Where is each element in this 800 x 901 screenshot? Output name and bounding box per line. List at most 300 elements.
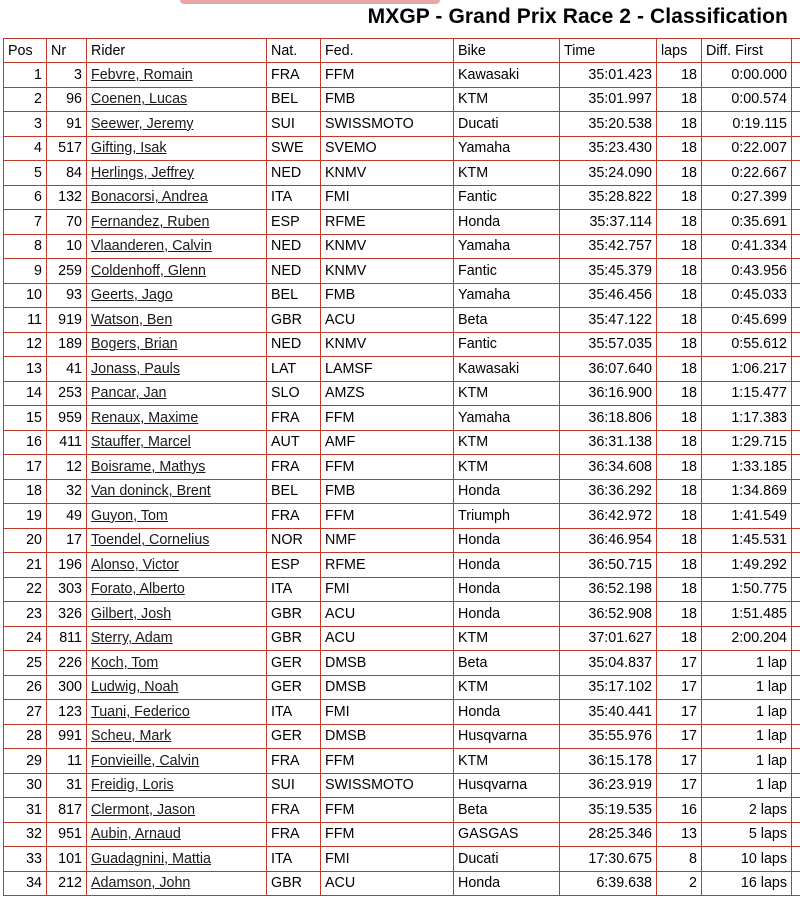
extra-cell <box>792 308 800 333</box>
nr-cell: 959 <box>47 406 87 431</box>
col-header-rider: Rider <box>87 39 267 63</box>
time-cell: 35:55.976 <box>560 724 657 749</box>
bike-cell: Kawasaki <box>454 63 560 88</box>
rider-link[interactable]: Gifting, Isak <box>87 136 267 161</box>
table-row <box>4 234 800 259</box>
laps-cell: 18 <box>657 259 702 284</box>
rider-link[interactable]: Pancar, Jan <box>87 381 267 406</box>
fed-cell: AMZS <box>321 381 454 406</box>
diff-cell: 1:49.292 <box>702 553 792 578</box>
nr-cell: 93 <box>47 283 87 308</box>
nat-cell: AUT <box>267 430 321 455</box>
nr-cell: 411 <box>47 430 87 455</box>
fed-cell: SWISSMOTO <box>321 773 454 798</box>
table-row <box>4 136 800 161</box>
nr-cell: 517 <box>47 136 87 161</box>
nat-cell: ESP <box>267 210 321 235</box>
nat-cell: GBR <box>267 602 321 627</box>
nr-cell: 811 <box>47 626 87 651</box>
pos-cell: 5 <box>4 161 47 186</box>
nat-cell: ITA <box>267 700 321 725</box>
extra-cell <box>792 112 800 137</box>
nat-cell: ITA <box>267 577 321 602</box>
fed-cell: FMI <box>321 700 454 725</box>
table-row <box>4 822 800 847</box>
nat-cell: ESP <box>267 553 321 578</box>
col-header-pos: Pos <box>4 39 47 63</box>
fed-cell: NMF <box>321 528 454 553</box>
time-cell: 36:15.178 <box>560 749 657 774</box>
nr-cell: 49 <box>47 504 87 529</box>
nr-cell: 41 <box>47 357 87 382</box>
nr-cell: 326 <box>47 602 87 627</box>
extra-cell <box>792 773 800 798</box>
nr-cell: 300 <box>47 675 87 700</box>
table-row <box>4 185 800 210</box>
fed-cell: RFME <box>321 210 454 235</box>
pos-cell: 20 <box>4 528 47 553</box>
fed-cell: FFM <box>321 822 454 847</box>
diff-cell: 0:00.574 <box>702 87 792 112</box>
rider-link[interactable]: Scheu, Mark <box>87 724 267 749</box>
diff-cell: 0:19.115 <box>702 112 792 137</box>
bike-cell: KTM <box>454 626 560 651</box>
nr-cell: 70 <box>47 210 87 235</box>
time-cell: 35:23.430 <box>560 136 657 161</box>
rider-link[interactable]: Coldenhoff, Glenn <box>87 259 267 284</box>
table-row <box>4 847 800 872</box>
pos-cell: 28 <box>4 724 47 749</box>
nr-cell: 17 <box>47 528 87 553</box>
red-accent-bar <box>180 0 440 4</box>
page-title: MXGP - Grand Prix Race 2 - Classification <box>367 5 788 28</box>
nat-cell: NED <box>267 332 321 357</box>
table-row <box>4 577 800 602</box>
nat-cell: FRA <box>267 455 321 480</box>
fed-cell: ACU <box>321 308 454 333</box>
pos-cell: 16 <box>4 430 47 455</box>
rider-link[interactable]: Gilbert, Josh <box>87 602 267 627</box>
fed-cell: ACU <box>321 871 454 896</box>
table-row <box>4 626 800 651</box>
nr-cell: 84 <box>47 161 87 186</box>
time-cell: 6:39.638 <box>560 871 657 896</box>
nat-cell: NOR <box>267 528 321 553</box>
nat-cell: SUI <box>267 773 321 798</box>
laps-cell: 2 <box>657 871 702 896</box>
table-row <box>4 455 800 480</box>
bike-cell: Honda <box>454 577 560 602</box>
pos-cell: 22 <box>4 577 47 602</box>
rider-link[interactable]: Adamson, John <box>87 871 267 896</box>
rider-link[interactable]: Coenen, Lucas <box>87 87 267 112</box>
pos-cell: 19 <box>4 504 47 529</box>
time-cell: 35:45.379 <box>560 259 657 284</box>
fed-cell: KNMV <box>321 161 454 186</box>
laps-cell: 17 <box>657 675 702 700</box>
table-row <box>4 724 800 749</box>
pos-cell: 17 <box>4 455 47 480</box>
nat-cell: GER <box>267 675 321 700</box>
nr-cell: 91 <box>47 112 87 137</box>
laps-cell: 18 <box>657 234 702 259</box>
time-cell: 36:50.715 <box>560 553 657 578</box>
nr-cell: 123 <box>47 700 87 725</box>
fed-cell: AMF <box>321 430 454 455</box>
bike-cell: Kawasaki <box>454 357 560 382</box>
extra-cell <box>792 283 800 308</box>
diff-cell: 1:33.185 <box>702 455 792 480</box>
nat-cell: LAT <box>267 357 321 382</box>
rider-link[interactable]: Guyon, Tom <box>87 504 267 529</box>
diff-cell: 0:55.612 <box>702 332 792 357</box>
rider-link[interactable]: Renaux, Maxime <box>87 406 267 431</box>
time-cell: 35:47.122 <box>560 308 657 333</box>
col-header-laps: laps <box>657 39 702 63</box>
nr-cell: 919 <box>47 308 87 333</box>
laps-cell: 13 <box>657 822 702 847</box>
classification-table <box>3 38 800 896</box>
extra-cell <box>792 357 800 382</box>
fed-cell: FFM <box>321 749 454 774</box>
rider-link[interactable]: Forato, Alberto <box>87 577 267 602</box>
fed-cell: RFME <box>321 553 454 578</box>
fed-cell: SWISSMOTO <box>321 112 454 137</box>
table-row <box>4 871 800 896</box>
table-row <box>4 87 800 112</box>
nat-cell: GBR <box>267 626 321 651</box>
fed-cell: FMI <box>321 577 454 602</box>
fed-cell: DMSB <box>321 651 454 676</box>
table-row <box>4 553 800 578</box>
nat-cell: NED <box>267 234 321 259</box>
nat-cell: BEL <box>267 87 321 112</box>
table-row <box>4 528 800 553</box>
rider-link[interactable]: Koch, Tom <box>87 651 267 676</box>
time-cell: 35:19.535 <box>560 798 657 823</box>
bike-cell: Husqvarna <box>454 724 560 749</box>
time-cell: 36:42.972 <box>560 504 657 529</box>
diff-cell: 1 lap <box>702 675 792 700</box>
table-row <box>4 161 800 186</box>
nr-cell: 31 <box>47 773 87 798</box>
laps-cell: 18 <box>657 455 702 480</box>
fed-cell: DMSB <box>321 724 454 749</box>
col-header-nat: Nat. <box>267 39 321 63</box>
pos-cell: 6 <box>4 185 47 210</box>
pos-cell: 24 <box>4 626 47 651</box>
rider-link[interactable]: Vlaanderen, Calvin <box>87 234 267 259</box>
diff-cell: 1:50.775 <box>702 577 792 602</box>
rider-link[interactable]: Aubin, Arnaud <box>87 822 267 847</box>
col-header-diff: Diff. First <box>702 39 792 63</box>
rider-link[interactable]: Jonass, Pauls <box>87 357 267 382</box>
extra-cell <box>792 185 800 210</box>
header-row <box>4 39 800 63</box>
nat-cell: GER <box>267 724 321 749</box>
time-cell: 17:30.675 <box>560 847 657 872</box>
pos-cell: 26 <box>4 675 47 700</box>
extra-cell <box>792 724 800 749</box>
laps-cell: 18 <box>657 479 702 504</box>
nat-cell: GBR <box>267 871 321 896</box>
nat-cell: FRA <box>267 749 321 774</box>
laps-cell: 17 <box>657 700 702 725</box>
diff-cell: 10 laps <box>702 847 792 872</box>
laps-cell: 18 <box>657 185 702 210</box>
extra-cell <box>792 210 800 235</box>
table-row <box>4 357 800 382</box>
laps-cell: 18 <box>657 112 702 137</box>
extra-cell <box>792 455 800 480</box>
fed-cell: FMB <box>321 283 454 308</box>
nat-cell: GER <box>267 651 321 676</box>
nat-cell: FRA <box>267 822 321 847</box>
diff-cell: 0:35.691 <box>702 210 792 235</box>
time-cell: 35:17.102 <box>560 675 657 700</box>
time-cell: 28:25.346 <box>560 822 657 847</box>
rider-link[interactable]: Alonso, Victor <box>87 553 267 578</box>
table-row <box>4 504 800 529</box>
fed-cell: FMI <box>321 185 454 210</box>
rider-link[interactable]: Bonacorsi, Andrea <box>87 185 267 210</box>
time-cell: 36:34.608 <box>560 455 657 480</box>
nr-cell: 253 <box>47 381 87 406</box>
laps-cell: 18 <box>657 87 702 112</box>
rider-link[interactable]: Clermont, Jason <box>87 798 267 823</box>
laps-cell: 17 <box>657 724 702 749</box>
time-cell: 35:24.090 <box>560 161 657 186</box>
laps-cell: 16 <box>657 798 702 823</box>
fed-cell: ACU <box>321 626 454 651</box>
extra-cell <box>792 602 800 627</box>
pos-cell: 4 <box>4 136 47 161</box>
nat-cell: FRA <box>267 798 321 823</box>
laps-cell: 8 <box>657 847 702 872</box>
extra-cell <box>792 871 800 896</box>
diff-cell: 1:41.549 <box>702 504 792 529</box>
rider-link[interactable]: Watson, Ben <box>87 308 267 333</box>
diff-cell: 0:41.334 <box>702 234 792 259</box>
laps-cell: 18 <box>657 406 702 431</box>
bike-cell: Yamaha <box>454 406 560 431</box>
time-cell: 35:42.757 <box>560 234 657 259</box>
pos-cell: 1 <box>4 63 47 88</box>
table-row <box>4 479 800 504</box>
diff-cell: 1:51.485 <box>702 602 792 627</box>
extra-cell <box>792 406 800 431</box>
pos-cell: 30 <box>4 773 47 798</box>
extra-cell <box>792 798 800 823</box>
bike-cell: Honda <box>454 553 560 578</box>
diff-cell: 1:15.477 <box>702 381 792 406</box>
time-cell: 35:37.114 <box>560 210 657 235</box>
laps-cell: 18 <box>657 161 702 186</box>
laps-cell: 18 <box>657 504 702 529</box>
nat-cell: FRA <box>267 406 321 431</box>
bike-cell: Honda <box>454 602 560 627</box>
diff-cell: 0:45.699 <box>702 308 792 333</box>
fed-cell: FFM <box>321 504 454 529</box>
col-header-extra <box>792 39 800 63</box>
rider-link[interactable]: Bogers, Brian <box>87 332 267 357</box>
diff-cell: 0:00.000 <box>702 63 792 88</box>
rider-link[interactable]: Herlings, Jeffrey <box>87 161 267 186</box>
fed-cell: FFM <box>321 63 454 88</box>
table-row <box>4 283 800 308</box>
nat-cell: SWE <box>267 136 321 161</box>
pos-cell: 9 <box>4 259 47 284</box>
pos-cell: 25 <box>4 651 47 676</box>
col-header-fed: Fed. <box>321 39 454 63</box>
nat-cell: FRA <box>267 63 321 88</box>
extra-cell <box>792 847 800 872</box>
nr-cell: 212 <box>47 871 87 896</box>
fed-cell: DMSB <box>321 675 454 700</box>
laps-cell: 17 <box>657 773 702 798</box>
extra-cell <box>792 161 800 186</box>
time-cell: 35:01.423 <box>560 63 657 88</box>
extra-cell <box>792 381 800 406</box>
pos-cell: 23 <box>4 602 47 627</box>
diff-cell: 1 lap <box>702 749 792 774</box>
table-row <box>4 308 800 333</box>
extra-cell <box>792 234 800 259</box>
laps-cell: 17 <box>657 749 702 774</box>
extra-cell <box>792 749 800 774</box>
laps-cell: 18 <box>657 430 702 455</box>
diff-cell: 0:27.399 <box>702 185 792 210</box>
laps-cell: 18 <box>657 283 702 308</box>
table-row <box>4 112 800 137</box>
nr-cell: 817 <box>47 798 87 823</box>
pos-cell: 12 <box>4 332 47 357</box>
nat-cell: ITA <box>267 185 321 210</box>
rider-link[interactable]: Sterry, Adam <box>87 626 267 651</box>
nat-cell: BEL <box>267 283 321 308</box>
col-header-bike: Bike <box>454 39 560 63</box>
extra-cell <box>792 577 800 602</box>
bike-cell: Beta <box>454 308 560 333</box>
rider-link[interactable]: Toendel, Cornelius <box>87 528 267 553</box>
time-cell: 35:28.822 <box>560 185 657 210</box>
nr-cell: 991 <box>47 724 87 749</box>
table-row <box>4 259 800 284</box>
bike-cell: GASGAS <box>454 822 560 847</box>
rider-link[interactable]: Stauffer, Marcel <box>87 430 267 455</box>
time-cell: 36:07.640 <box>560 357 657 382</box>
table-row <box>4 798 800 823</box>
extra-cell <box>792 479 800 504</box>
laps-cell: 18 <box>657 602 702 627</box>
rider-link[interactable]: Guadagnini, Mattia <box>87 847 267 872</box>
rider-link[interactable]: Ludwig, Noah <box>87 675 267 700</box>
bike-cell: KTM <box>454 87 560 112</box>
table-row <box>4 675 800 700</box>
table-row <box>4 332 800 357</box>
pos-cell: 29 <box>4 749 47 774</box>
diff-cell: 0:43.956 <box>702 259 792 284</box>
rider-link[interactable]: Fonvieille, Calvin <box>87 749 267 774</box>
time-cell: 36:52.908 <box>560 602 657 627</box>
nat-cell: SUI <box>267 112 321 137</box>
bike-cell: KTM <box>454 430 560 455</box>
bike-cell: KTM <box>454 455 560 480</box>
rider-link[interactable]: Boisrame, Mathys <box>87 455 267 480</box>
table-row <box>4 651 800 676</box>
laps-cell: 18 <box>657 308 702 333</box>
time-cell: 36:52.198 <box>560 577 657 602</box>
diff-cell: 1:06.217 <box>702 357 792 382</box>
extra-cell <box>792 504 800 529</box>
rider-link[interactable]: Van doninck, Brent <box>87 479 267 504</box>
bike-cell: Honda <box>454 528 560 553</box>
nat-cell: BEL <box>267 479 321 504</box>
rider-link[interactable]: Freidig, Loris <box>87 773 267 798</box>
fed-cell: KNMV <box>321 234 454 259</box>
rider-link[interactable]: Seewer, Jeremy <box>87 112 267 137</box>
laps-cell: 18 <box>657 528 702 553</box>
laps-cell: 18 <box>657 357 702 382</box>
pos-cell: 13 <box>4 357 47 382</box>
nat-cell: FRA <box>267 504 321 529</box>
table-row <box>4 430 800 455</box>
diff-cell: 0:22.007 <box>702 136 792 161</box>
diff-cell: 5 laps <box>702 822 792 847</box>
rider-link[interactable]: Tuani, Federico <box>87 700 267 725</box>
laps-cell: 18 <box>657 577 702 602</box>
table-row <box>4 700 800 725</box>
pos-cell: 7 <box>4 210 47 235</box>
table-row <box>4 63 800 88</box>
diff-cell: 2:00.204 <box>702 626 792 651</box>
time-cell: 35:46.456 <box>560 283 657 308</box>
bike-cell: Triumph <box>454 504 560 529</box>
pos-cell: 18 <box>4 479 47 504</box>
pos-cell: 10 <box>4 283 47 308</box>
bike-cell: Honda <box>454 479 560 504</box>
nr-cell: 32 <box>47 479 87 504</box>
rider-link[interactable]: Febvre, Romain <box>87 63 267 88</box>
nr-cell: 259 <box>47 259 87 284</box>
time-cell: 36:23.919 <box>560 773 657 798</box>
diff-cell: 1 lap <box>702 773 792 798</box>
laps-cell: 18 <box>657 136 702 161</box>
nr-cell: 11 <box>47 749 87 774</box>
nr-cell: 12 <box>47 455 87 480</box>
nr-cell: 951 <box>47 822 87 847</box>
rider-link[interactable]: Fernandez, Ruben <box>87 210 267 235</box>
col-header-nr: Nr <box>47 39 87 63</box>
extra-cell <box>792 675 800 700</box>
table-row <box>4 749 800 774</box>
nat-cell: GBR <box>267 308 321 333</box>
col-header-time: Time <box>560 39 657 63</box>
pos-cell: 8 <box>4 234 47 259</box>
nr-cell: 303 <box>47 577 87 602</box>
time-cell: 35:40.441 <box>560 700 657 725</box>
diff-cell: 16 laps <box>702 871 792 896</box>
fed-cell: FFM <box>321 406 454 431</box>
diff-cell: 1:29.715 <box>702 430 792 455</box>
bike-cell: Honda <box>454 700 560 725</box>
rider-link[interactable]: Geerts, Jago <box>87 283 267 308</box>
fed-cell: SVEMO <box>321 136 454 161</box>
fed-cell: LAMSF <box>321 357 454 382</box>
time-cell: 35:20.538 <box>560 112 657 137</box>
pos-cell: 32 <box>4 822 47 847</box>
bike-cell: Ducati <box>454 847 560 872</box>
